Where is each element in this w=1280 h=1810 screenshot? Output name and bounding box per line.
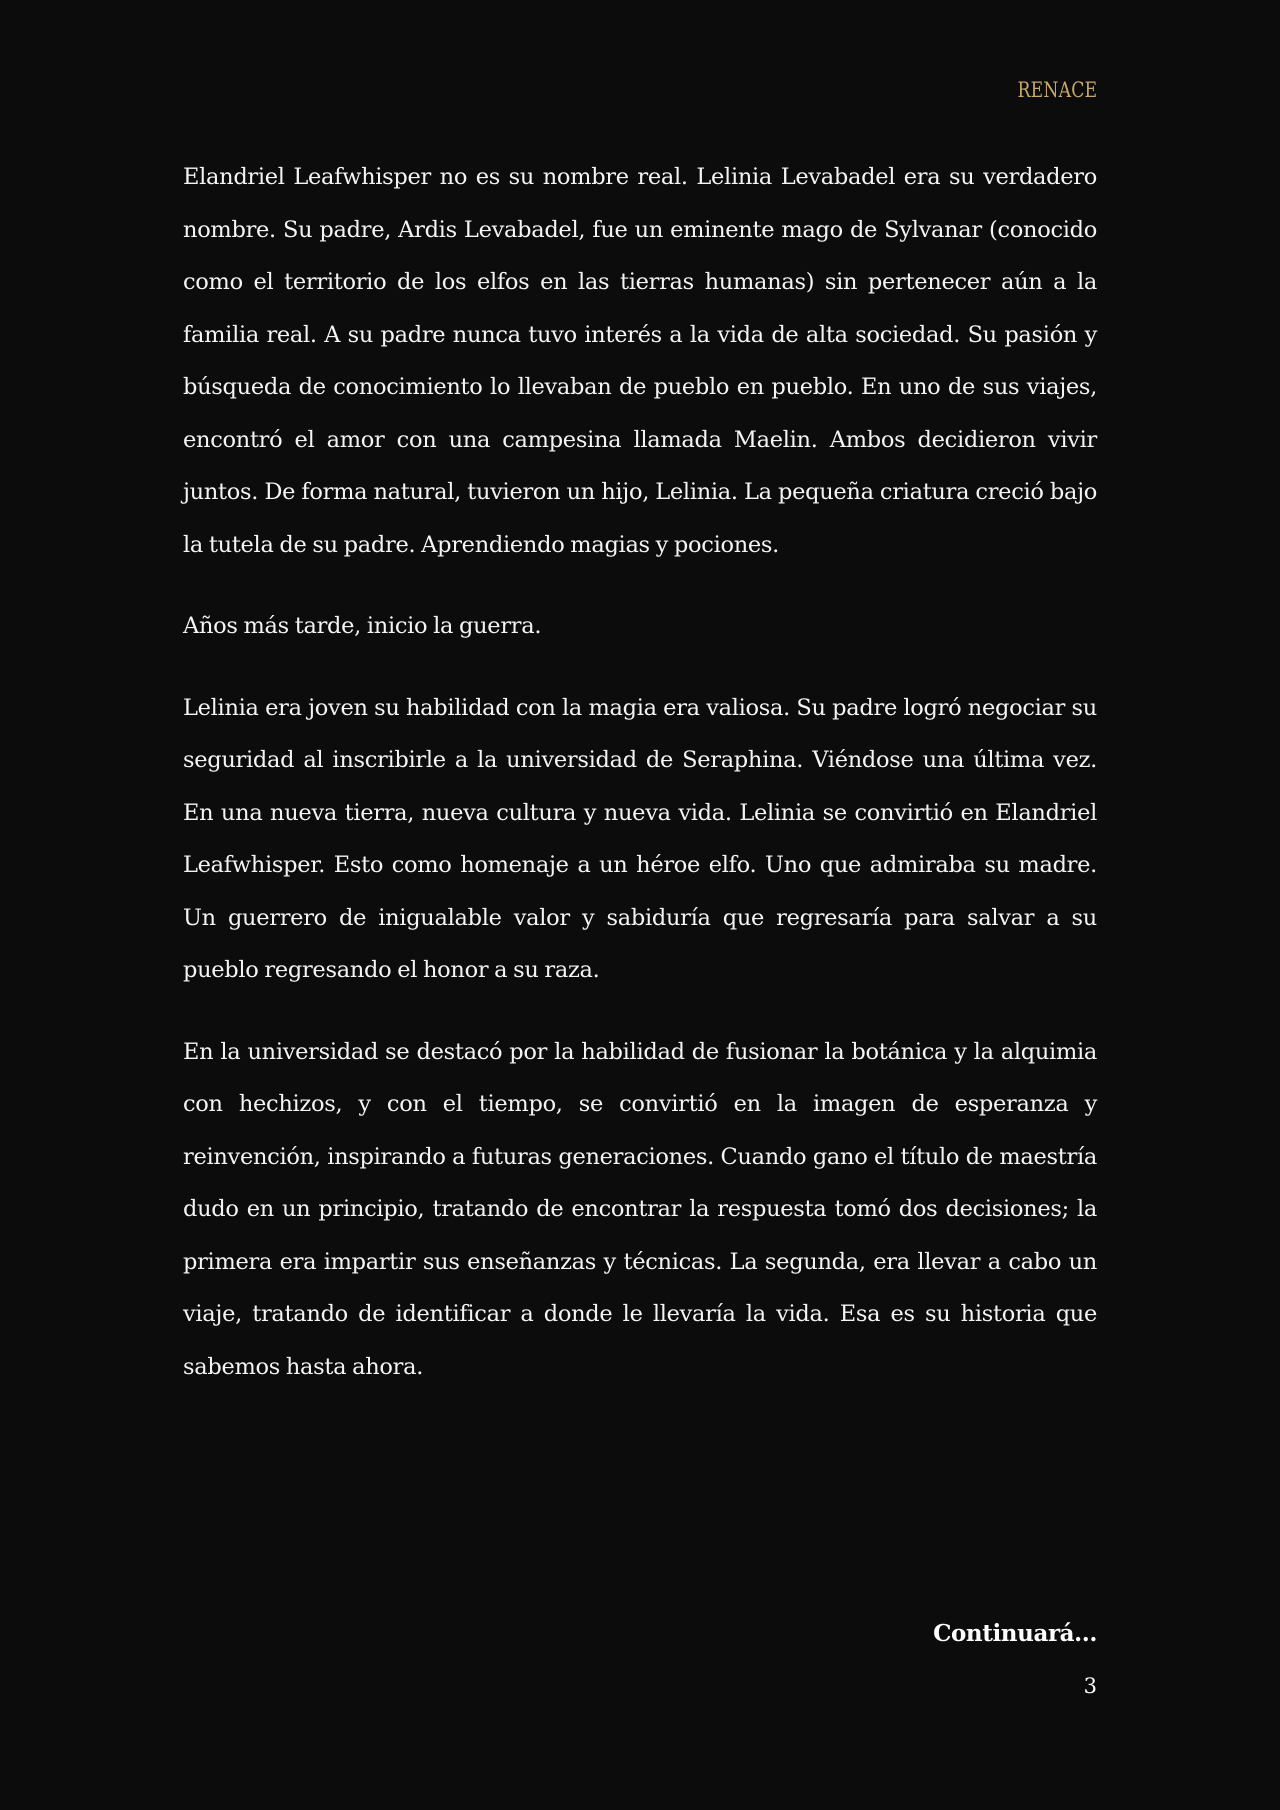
continued-label: Continuará... — [933, 1620, 1097, 1647]
page-number: 3 — [1083, 1674, 1097, 1698]
story-body — [183, 151, 1097, 1422]
paragraph-war: Años más tarde, inicio la guerra. — [183, 613, 542, 639]
paragraph-university-career: En la universidad se destacó por la habilidad de fusionar la botánica y la alquimia con hechizos, y con el tiempo, se convirtió en la imagen de esperanza y reinvención, inspirando a futuras generaciones. Cuando gano el título de maestría dudo en un principio, tratando de encontrar la respuesta tomó dos decisiones; la primera era impartir sus enseñanzas y técnicas. La segunda, era llevar a cabo un viaje, tratando de identificar a donde le llevaría la vida. Esa es su historia que sabemos hasta ahora. — [183, 1038, 1097, 1380]
running-header-title: RENACE — [1017, 78, 1097, 102]
paragraph-university-enrollment: Lelinia era joven su habilidad con la magia era valiosa. Su padre logró negociar su seguridad al inscribirle a la universidad de Seraphina. Viéndose una última vez. En una nueva tierra, nueva cultura y nueva vida. Lelinia se convirtió en Elandriel Leafwhisper. Esto como homenaje a un héroe elfo. Uno que admiraba su madre. Un guerrero de inigualable valor y sabiduría que regresaría para salvar a su pueblo regresando el honor a su raza. — [183, 694, 1097, 983]
paragraph-origin: Elandriel Leafwhisper no es su nombre real. Lelinia Levabadel era su verdadero nombre. Su padre, Ardis Levabadel, fue un eminente mago de Sylvanar (conocido como el territorio de los elfos en las tierras humanas) sin pertenecer aún a la familia real. A su padre nunca tuvo interés a la vida de alta sociedad. Su pasión y búsqueda de conocimiento lo llevaban de pueblo en pueblo. En uno de sus viajes, encontró el amor con una campesina llamada Maelin. Ambos decidieron vivir juntos. De forma natural, tuvieron un hijo, Lelinia. La pequeña criatura creció bajo la tutela de su padre. Aprendiendo magias y pociones. — [183, 164, 1097, 558]
